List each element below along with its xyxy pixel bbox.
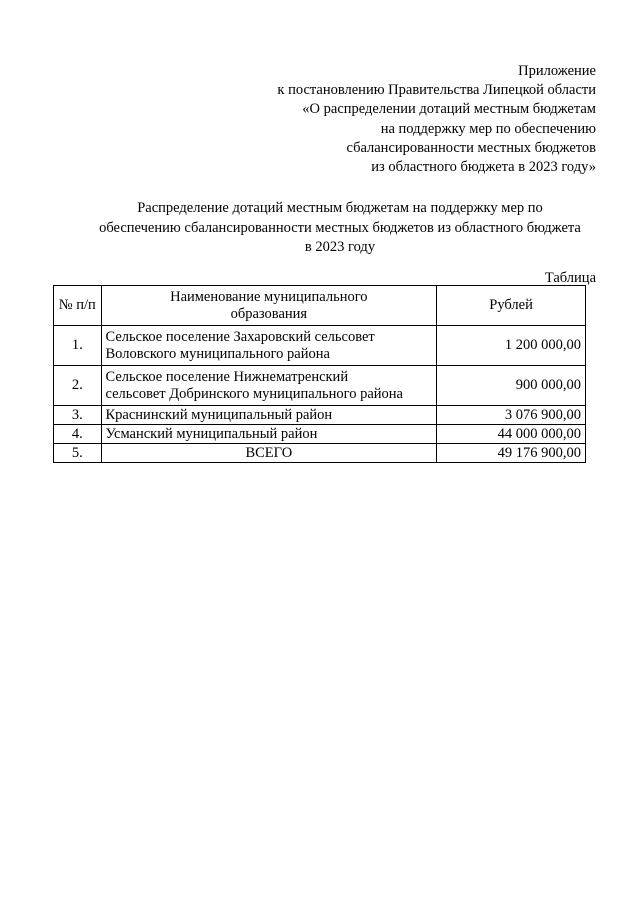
row-name-line: сельсовет Добринского муниципального района bbox=[105, 385, 403, 402]
row-sum: 3 076 900,00 bbox=[437, 406, 586, 425]
title-line: обеспечению сбалансированности местных бюджетов из областного бюджета bbox=[99, 219, 581, 236]
row-name: Усманский муниципальный район bbox=[101, 425, 437, 444]
row-sum-total: 49 176 900,00 bbox=[437, 444, 586, 463]
appendix-line: сбалансированности местных бюджетов bbox=[346, 139, 596, 156]
title-line: Распределение дотаций местным бюджетам на поддержку мер по bbox=[137, 200, 543, 216]
appendix-line: к постановлению Правительства Липецкой области bbox=[277, 82, 596, 99]
document-title bbox=[80, 199, 600, 258]
distribution-table bbox=[53, 285, 586, 463]
title-line: в 2023 году bbox=[304, 239, 376, 255]
appendix-line: Приложение bbox=[518, 63, 596, 79]
table-row bbox=[54, 326, 586, 366]
table-row bbox=[54, 406, 586, 425]
row-name-total: ВСЕГО bbox=[101, 444, 437, 463]
row-num: 5. bbox=[54, 444, 102, 463]
table-total-row bbox=[54, 444, 586, 463]
row-num: 2. bbox=[54, 366, 102, 406]
row-name bbox=[101, 326, 437, 366]
appendix-line: из областного бюджета в 2023 году» bbox=[371, 159, 596, 176]
row-name: Краснинский муниципальный район bbox=[101, 406, 437, 425]
row-num: 4. bbox=[54, 425, 102, 444]
appendix-line: на поддержку мер по обеспечению bbox=[380, 120, 596, 137]
row-sum: 1 200 000,00 bbox=[437, 326, 586, 366]
row-name-line: Сельское поселение Нижнематренский bbox=[105, 368, 349, 385]
header-name bbox=[101, 286, 437, 326]
header-name-line: Наименование муниципального bbox=[170, 288, 368, 305]
header-sum: Рублей bbox=[437, 286, 586, 326]
table-row bbox=[54, 366, 586, 406]
table-row bbox=[54, 425, 586, 444]
appendix-line: «О распределении дотаций местным бюджетам bbox=[302, 101, 596, 118]
row-name bbox=[101, 366, 437, 406]
row-name-line: Воловского муниципального района bbox=[105, 345, 330, 362]
row-name-line: Сельское поселение Захаровский сельсовет bbox=[105, 328, 375, 345]
row-num: 1. bbox=[54, 326, 102, 366]
table-header-row bbox=[54, 286, 586, 326]
header-num: № п/п bbox=[54, 286, 102, 326]
appendix-header bbox=[277, 62, 596, 177]
table-caption: Таблица bbox=[544, 270, 596, 286]
row-num: 3. bbox=[54, 406, 102, 425]
header-name-line: образования bbox=[230, 305, 308, 322]
row-sum: 44 000 000,00 bbox=[437, 425, 586, 444]
row-sum: 900 000,00 bbox=[437, 366, 586, 406]
